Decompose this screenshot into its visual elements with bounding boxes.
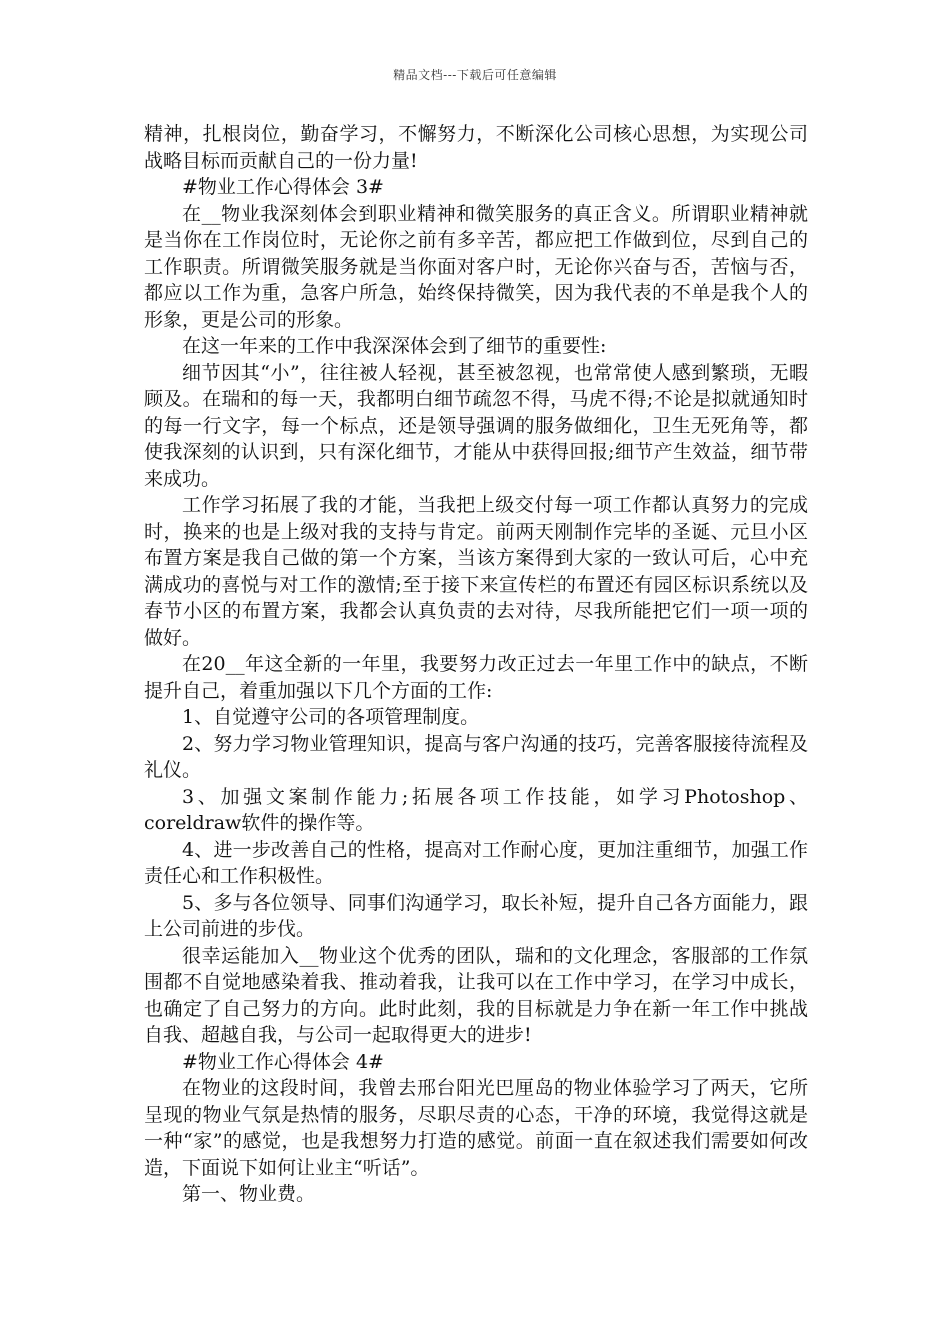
paragraph: 工作学习拓展了我的才能，当我把上级交付每一项工作都认真努力的完成时，换来的也是上级对我的支持与肯定。前两天刚制作完毕的圣诞、元旦小区布置方案是我自己做的第一个方案，当该方案得到大家的一致认可后，心中充满成功的喜悦与对工作的激情;至于接下来宣传栏的布置还有园区标识系统以及春节小区的布置方案，我都会认真负责的去对待，尽我所能把它们一项一项的做好。 [144, 494, 808, 649]
paragraph: 细节因其“小”，往往被人轻视，甚至被忽视，也常常使人感到繁琐，无暇顾及。在瑞和的每一天，我都明白细节疏忽不得，马虎不得;不论是拟就通知时的每一行文字，每一个标点，还是领导强调的服务做细化，卫生无死角等，都使我深刻的认识到，只有深化细节，才能从中获得回报;细节产生效益，细节带来成功。 [144, 361, 808, 490]
paragraph: 在这一年来的工作中我深深体会到了细节的重要性: [182, 335, 607, 357]
list-item: 3、加强文案制作能力;拓展各项工作技能，如学习Photoshop、coreldraw软件的操作等。 [144, 785, 808, 834]
paragraph: 在20__年这全新的一年里，我要努力改正过去一年里工作中的缺点，不断提升自己，着重加强以下几个方面的工作: [144, 653, 808, 702]
list-item: 1、自觉遵守公司的各项管理制度。 [182, 706, 480, 728]
paragraph: 在__物业我深刻体会到职业精神和微笑服务的真正含义。所谓职业精神就是当你在工作岗位时，无论你之前有多辛苦，都应把工作做到位，尽到自己的工作职责。所谓微笑服务就是当你面对客户时，无论你兴奋与否，苦恼与否，都应以工作为重，急客户所急，始终保持微笑，因为我代表的不单是我个人的形象，更是公司的形象。 [144, 202, 808, 331]
paragraph: 精神，扎根岗位，勤奋学习，不懈努力，不断深化公司核心思想，为实现公司战略目标而贡献自己的一份力量! [144, 123, 808, 172]
list-item: 5、多与各位领导、同事们沟通学习，取长补短，提升自己各方面能力，跟上公司前进的步伐。 [144, 891, 808, 940]
list-item: 2、努力学习物业管理知识，提高与客户沟通的技巧，完善客服接待流程及礼仪。 [144, 732, 808, 781]
document-body [144, 121, 808, 1208]
paragraph: 在物业的这段时间，我曾去邢台阳光巴厘岛的物业体验学习了两天，它所呈现的物业气氛是热情的服务，尽职尽责的心态，干净的环境，我觉得这就是一种“家”的感觉，也是我想努力打造的感觉。前面一直在叙述我们需要如何改造，下面说下如何让业主“听话”。 [144, 1077, 808, 1179]
section-heading: #物业工作心得体会 3# [182, 176, 384, 198]
paragraph: 很幸运能加入__物业这个优秀的团队，瑞和的文化理念，客服部的工作氛围都不自觉地感染着我、推动着我，让我可以在工作中学习，在学习中成长，也确定了自己努力的方向。此时此刻，我的目标就是力争在新一年工作中挑战自我、超越自我，与公司一起取得更大的进步! [144, 944, 808, 1046]
list-item: 4、进一步改善自己的性格，提高对工作耐心度，更加注重细节，加强工作责任心和工作积极性。 [144, 838, 808, 887]
paragraph: 第一、物业费。 [182, 1183, 316, 1205]
section-heading: #物业工作心得体会 4# [182, 1050, 384, 1073]
page-header: 精品文档---下载后可任意编辑 [393, 68, 557, 82]
